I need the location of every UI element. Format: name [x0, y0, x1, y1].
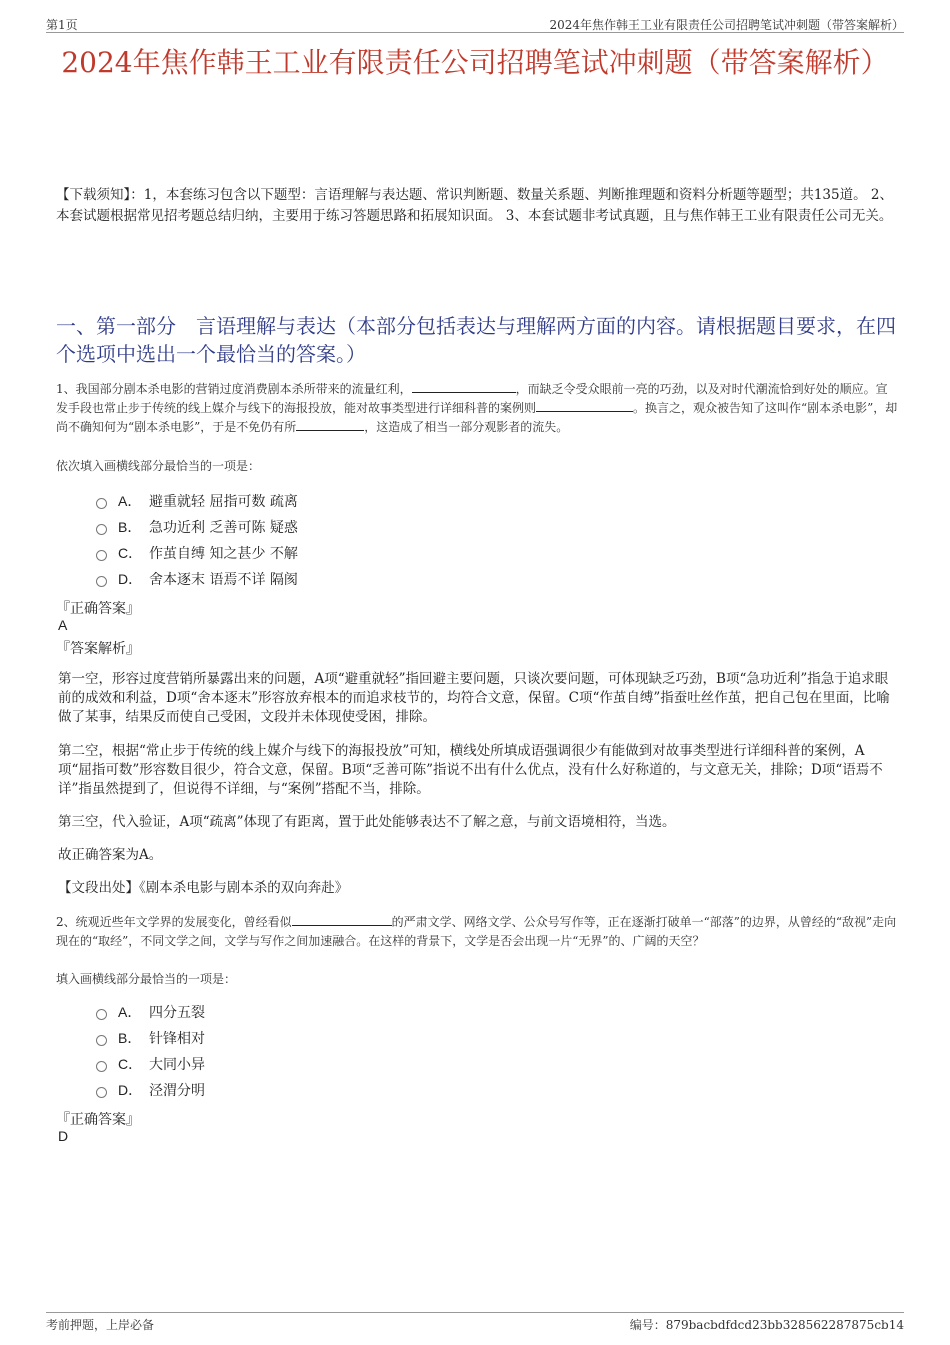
question-1-stem: 1、我国部分剧本杀电影的营销过度消费剧本杀所带来的流量红利， ，而缺乏令受众眼前一亮的巧劲，以及对时代潮流恰到好处的顺应。宣发手段也常止步于传统的线上媒介与线下的海报投放，能对故事类型进行详细科普的案例则 。换言之，观众被告知了这叫作“剧本杀电影”，却尚不确知何为“剧本杀电影”，于是不免仍有所 ，这造成了相当一部分观影者的流失。	[56, 382, 898, 434]
fill-blank	[412, 380, 516, 393]
header-doc-title: 2024年焦作韩王工业有限责任公司招聘笔试冲刺题（带答案解析）	[549, 18, 904, 32]
option-d[interactable]: D． 泾渭分明	[96, 1077, 205, 1103]
download-notice: 【下载须知】：1，本套练习包含以下题型：言语理解与表达题、常识判断题、数量关系题、判断推理题和资料分析题等题型；共135道。 2、本套试题根据常见招考题总结归纳，主要用于练习答题思路和拓展知识面。 3、本套试题非考试真题，且与焦作韩王工业有限责任公司无关。	[56, 187, 893, 224]
question-2-options	[96, 999, 205, 1103]
question-1-prompt: 依次填入画横线部分最恰当的一项是：	[56, 459, 261, 473]
footer-serial: 编号：879bacbdfdcd23bb328562287875cb14	[629, 1318, 904, 1332]
option-c[interactable]: C． 大同小异	[96, 1051, 205, 1077]
analysis-paragraph: 故正确答案为A。	[58, 847, 163, 863]
option-c[interactable]: C． 作茧自缚 知之甚少 不解	[96, 540, 298, 566]
analysis-paragraph: 第一空，形容过度营销所暴露出来的问题，A项“避重就轻”指回避主要问题，只谈次要问题，可体现缺乏巧劲，B项“急功近利”指急于追求眼前的成效和利益，D项“舍本逐末”形容放弃根本的而追求枝节的，均符合文意，保留。C项“作茧自缚”指蚕吐丝作茧，把自己包在里面，比喻做了某事，结果反而使自己受困，文段并未体现使受困，排除。	[58, 671, 890, 725]
footer-slogan: 考前押题，上岸必备	[46, 1318, 155, 1332]
radio-icon[interactable]	[96, 498, 107, 509]
radio-icon[interactable]	[96, 1009, 107, 1020]
radio-icon[interactable]	[96, 524, 107, 535]
option-d[interactable]: D． 舍本逐末 语焉不详 隔阂	[96, 566, 298, 592]
radio-icon[interactable]	[96, 1035, 107, 1046]
option-a[interactable]: A． 四分五裂	[96, 999, 205, 1025]
fill-blank	[536, 399, 633, 412]
fill-blank	[296, 418, 364, 431]
page-title: 2024年焦作韩王工业有限责任公司招聘笔试冲刺题（带答案解析）	[61, 46, 889, 79]
question-2-prompt: 填入画横线部分最恰当的一项是：	[56, 972, 237, 986]
page-number: 第1页	[46, 18, 78, 32]
question-1-options	[96, 488, 298, 592]
option-b[interactable]: B． 急功近利 乏善可陈 疑惑	[96, 514, 298, 540]
option-b[interactable]: B． 针锋相对	[96, 1025, 205, 1051]
page-header	[46, 14, 904, 33]
answer-label: 『正确答案』	[56, 1112, 140, 1128]
section-heading: 一、第一部分 言语理解与表达（本部分包括表达与理解两方面的内容。请根据题目要求，在四个选项中选出一个最恰当的答案。）	[56, 314, 896, 366]
radio-icon[interactable]	[96, 1087, 107, 1098]
fill-blank	[292, 913, 392, 926]
page-footer	[46, 1312, 904, 1333]
radio-icon[interactable]	[96, 550, 107, 561]
analysis-paragraph: 第三空，代入验证，A项“疏离”体现了有距离，置于此处能够表达不了解之意，与前文语境相符，当选。	[58, 814, 676, 830]
radio-icon[interactable]	[96, 576, 107, 587]
analysis-label: 『答案解析』	[56, 641, 140, 657]
radio-icon[interactable]	[96, 1061, 107, 1072]
source-citation: 【文段出处】《剧本杀电影与剧本杀的双向奔赴》	[58, 880, 349, 896]
option-a[interactable]: A． 避重就轻 屈指可数 疏离	[96, 488, 298, 514]
analysis-paragraph: 第二空，根据“常止步于传统的线上媒介与线下的海报投放”可知，横线处所填成语强调很少有能做到对故事类型进行详细科普的案例，A项“屈指可数”形容数目很少，符合文意，保留。B项“乏善可陈”指说不出有什么优点，没有什么好称道的，与文意无关，排除；D项“语焉不详”指虽然提到了，但说得不详细，与“案例”搭配不当，排除。	[58, 743, 883, 797]
answer-value: D	[58, 1128, 69, 1144]
question-2-stem: 2、统观近些年文学界的发展变化，曾经看似 的严肃文学、网络文学、公众号写作等，正在逐渐打破单一“部落”的边界，从曾经的“敌视”走向现在的“取经”，不同文学之间，文学与写作之间加速融合。在这样的背景下，文学是否会出现一片“无界”的、广阔的天空？	[56, 915, 897, 948]
answer-value: A	[58, 617, 68, 633]
answer-label: 『正确答案』	[56, 601, 140, 617]
